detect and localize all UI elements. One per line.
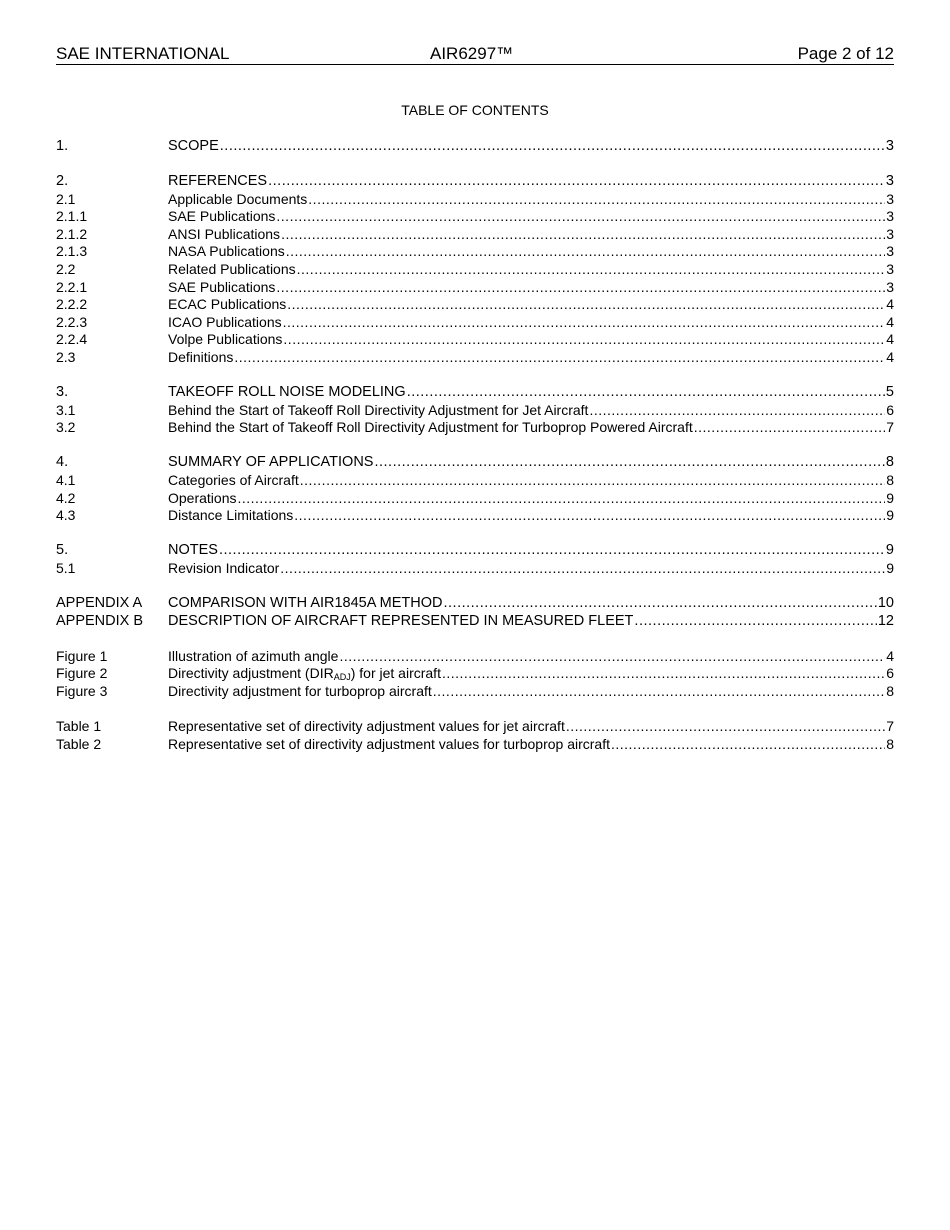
toc-entry-title-text: Representative set of directivity adjustment values for turboprop aircraft (168, 735, 610, 752)
toc-entry[interactable] (56, 419, 894, 437)
toc-entry-title-text: Behind the Start of Takeoff Roll Directivity Adjustment for Jet Aircraft (168, 401, 589, 418)
toc-entry-title-text: Behind the Start of Takeoff Roll Directivity Adjustment for Turboprop Powered Aircraft (168, 419, 693, 436)
toc-dot-leader (297, 261, 886, 279)
toc-dot-leader (220, 138, 885, 156)
toc-entry-title[interactable] (168, 296, 286, 314)
toc-entry[interactable] (56, 138, 894, 156)
toc-entry[interactable] (56, 718, 894, 736)
page-header (56, 43, 894, 65)
toc-entry-number: Table 1 (56, 717, 102, 734)
toc-entry-title-text: Operations (168, 489, 237, 506)
toc-entry-line (168, 243, 894, 261)
toc-entry[interactable] (56, 507, 894, 525)
toc-entry-title[interactable] (168, 173, 267, 191)
toc-entry-title-text: Revision Indicator (168, 559, 280, 576)
toc-entry-line (168, 138, 894, 156)
toc-entry-page: 4 (886, 349, 894, 366)
toc-dot-leader (287, 296, 885, 314)
toc-entry-title-text: Applicable Documents (168, 190, 308, 207)
toc-entry-number: 2.1.1 (56, 208, 88, 225)
toc-dot-leader (433, 683, 885, 701)
toc-entry-title[interactable] (168, 138, 219, 156)
toc-entry-title[interactable] (168, 331, 282, 349)
toc-entry-number: 4.3 (56, 507, 76, 524)
toc-entry-number: Table 2 (56, 735, 102, 752)
toc-entry-line (168, 665, 894, 683)
toc-entry-number: 3.1 (56, 401, 76, 418)
toc-entry-number: 2.3 (56, 349, 76, 366)
toc-dot-leader (442, 665, 885, 683)
toc-dot-leader (219, 542, 885, 560)
toc-entry-title-text: REFERENCES (168, 173, 268, 190)
toc-entry-title[interactable] (168, 226, 280, 244)
toc-entry-page: 4 (886, 331, 894, 348)
toc-entry-title-subscript: ADJ (333, 672, 351, 683)
toc-entry-line (168, 648, 894, 666)
toc-entry-page: 4 (886, 647, 894, 664)
toc-entry-title[interactable] (168, 261, 296, 279)
toc-entry-number: 1. (56, 138, 69, 154)
toc-entry[interactable] (56, 736, 894, 754)
toc-entry-title-text: ICAO Publications (168, 313, 282, 330)
toc-entry-line (168, 208, 894, 226)
toc-entry-number: Figure 3 (56, 682, 108, 699)
toc-entry-line (168, 279, 894, 297)
toc-entry-title[interactable] (168, 384, 406, 402)
toc-entry-number: 2.2.4 (56, 331, 88, 348)
toc-entry-number: 2.1.2 (56, 225, 88, 242)
toc-entry-number: 5.1 (56, 559, 76, 576)
toc-dot-leader (276, 208, 885, 226)
toc-entry-title-text: Categories of Aircraft (168, 472, 299, 488)
toc-entry-number: 4. (56, 454, 69, 471)
toc-entry-title-text: Definitions (168, 349, 234, 366)
toc-dot-leader (611, 736, 885, 754)
toc-entry[interactable] (56, 648, 894, 666)
toc-entry-title-text: Representative set of directivity adjustment values for jet aircraft (168, 717, 565, 734)
toc-dot-leader (374, 454, 884, 472)
toc-dot-leader (634, 613, 876, 631)
toc-entry-line (168, 560, 894, 578)
toc-entry[interactable] (56, 402, 894, 420)
toc-entry-line (168, 490, 894, 508)
toc-entry-line (168, 261, 894, 279)
toc-entry-line (168, 542, 894, 560)
toc-entry-number: 2.2.2 (56, 296, 88, 313)
toc-dot-leader (268, 173, 885, 191)
toc-dot-leader (283, 331, 885, 349)
toc-entry[interactable] (56, 243, 894, 261)
toc-entry[interactable] (56, 613, 894, 631)
toc-entry-line (168, 736, 894, 754)
toc-entry-title[interactable] (168, 595, 442, 613)
toc-group (56, 384, 894, 437)
toc-entry-title[interactable] (168, 349, 233, 367)
toc-entry-line (168, 613, 894, 631)
toc-entry-title-text: DESCRIPTION OF AIRCRAFT REPRESENTED IN MEASURED FLEET (168, 612, 634, 629)
toc-entry-page: 3 (886, 225, 894, 242)
toc-entry-page: 6 (886, 401, 894, 418)
toc-entry-title[interactable] (168, 402, 588, 420)
toc-entry-number: Figure 2 (56, 665, 108, 682)
toc-entry-page: 3 (886, 261, 894, 278)
toc-entry[interactable] (56, 296, 894, 314)
toc-entry-page: 5 (885, 384, 894, 401)
toc-entry-line (168, 349, 894, 367)
toc-entry-title[interactable] (168, 718, 565, 736)
toc-entry-page: 6 (886, 665, 894, 682)
toc-entry-number: 4.2 (56, 489, 76, 506)
toc-dot-leader (694, 419, 885, 437)
toc-entry-page: 9 (886, 507, 894, 524)
toc-entry-number: 2.1.3 (56, 243, 88, 260)
toc-entry-page: 10 (877, 594, 894, 611)
toc-entry-title-text: NOTES (168, 542, 218, 559)
toc-entry-line (168, 191, 894, 209)
toc-entry-title[interactable] (168, 542, 218, 560)
toc-entry-line (168, 507, 894, 525)
toc-dot-leader (589, 402, 885, 420)
toc-title: TABLE OF CONTENTS (401, 102, 549, 118)
toc-entry-title-text: COMPARISON WITH AIR1845A METHOD (168, 594, 443, 611)
toc-entry-line (168, 314, 894, 332)
toc-entry-title-text-after: ) for jet aircraft (350, 665, 441, 682)
toc-dot-leader (237, 490, 885, 508)
toc-entry-line (168, 454, 894, 472)
toc-entry-page: 12 (877, 612, 894, 629)
toc-entry-title[interactable] (168, 279, 275, 297)
toc-entry-title-text: Related Publications (168, 261, 296, 278)
toc-entry-title[interactable] (168, 208, 275, 226)
toc-entry-page: 3 (886, 190, 894, 207)
toc-entry-page: 8 (885, 454, 894, 471)
toc-entry-title[interactable] (168, 490, 236, 508)
toc-group (56, 595, 894, 630)
toc-entry-title-text: Distance Limitations (168, 507, 294, 524)
toc-entry-line (168, 226, 894, 244)
toc-entry-number: 2.2.1 (56, 278, 88, 295)
toc-entry-title[interactable] (168, 243, 285, 261)
toc-entry[interactable] (56, 490, 894, 508)
toc-entry-page: 9 (886, 559, 894, 576)
toc-entry-title[interactable] (168, 472, 299, 490)
toc-entry-page: 3 (886, 278, 894, 295)
toc-entry[interactable] (56, 226, 894, 244)
toc-entry[interactable] (56, 173, 894, 191)
toc-entry[interactable] (56, 560, 894, 578)
toc-entry-title-text: Directivity adjustment for turboprop aircraft (168, 682, 432, 699)
toc-entry-number: Figure 1 (56, 647, 108, 664)
toc-entry-line (168, 384, 894, 402)
toc-entry-line (168, 402, 894, 420)
toc-entry-number: 4.1 (56, 472, 76, 488)
toc-dot-leader (294, 507, 885, 525)
toc-entry-number: APPENDIX A (56, 594, 143, 611)
toc-entry-page: 9 (885, 542, 894, 559)
toc-entry[interactable] (56, 261, 894, 279)
toc-group (56, 718, 894, 753)
toc-entry[interactable] (56, 665, 894, 683)
toc-entry-number: 5. (56, 542, 69, 559)
toc-entry-title[interactable] (168, 507, 293, 525)
toc-entry-number: 2.1 (56, 190, 76, 207)
toc-entry-title[interactable] (168, 648, 338, 666)
toc-dot-leader (300, 472, 885, 490)
toc-dot-leader (280, 560, 885, 578)
toc-entry-page: 3 (886, 243, 894, 260)
toc-dot-leader (234, 349, 885, 367)
toc-group (56, 173, 894, 367)
toc-entry-page: 8 (886, 735, 894, 752)
toc-entry-title-text: Illustration of azimuth angle (168, 647, 339, 664)
toc-entry-page: 3 (885, 138, 894, 154)
toc-entry-line (168, 683, 894, 701)
toc-entry-line (168, 718, 894, 736)
toc-entry-page: 4 (886, 313, 894, 330)
toc-entry-number: 2.2.3 (56, 313, 88, 330)
toc-entry-title[interactable] (168, 314, 282, 332)
toc-entry-title[interactable] (168, 613, 633, 631)
toc-entry-line (168, 296, 894, 314)
toc-entry-title[interactable] (168, 665, 441, 683)
toc-entry-number: 3.2 (56, 419, 76, 436)
toc-entry-page: 7 (886, 717, 894, 734)
toc-entry[interactable] (56, 331, 894, 349)
toc-entry[interactable] (56, 314, 894, 332)
toc-dot-leader (283, 314, 886, 332)
toc-dot-leader (276, 279, 885, 297)
toc-entry-line (168, 472, 894, 490)
toc-dot-leader (308, 191, 885, 209)
toc-dot-leader (286, 243, 885, 261)
header-page-number: Page 2 of 12 (797, 44, 894, 63)
toc-dot-leader (339, 648, 885, 666)
toc-entry-title-text: SAE Publications (168, 208, 276, 225)
toc-dot-leader (566, 718, 885, 736)
toc-entry[interactable] (56, 595, 894, 613)
toc-entry-title[interactable] (168, 560, 279, 578)
toc-entry-line (168, 419, 894, 437)
toc-entry[interactable] (56, 349, 894, 367)
toc-group (56, 454, 894, 524)
toc-entry-line (168, 173, 894, 191)
toc-entry-line (168, 331, 894, 349)
toc-entry-title-text: ANSI Publications (168, 225, 281, 242)
toc-entry[interactable] (56, 384, 894, 402)
header-document-number: AIR6297™ (430, 44, 514, 63)
toc-entry-title-text: SCOPE (168, 138, 219, 154)
toc-group (56, 542, 894, 577)
toc-group (56, 138, 894, 156)
toc-entry-title-text: NASA Publications (168, 243, 285, 260)
toc-dot-leader (281, 226, 885, 244)
toc-entry-number: APPENDIX B (56, 612, 144, 629)
toc-entry[interactable] (56, 542, 894, 560)
toc-dot-leader (443, 595, 876, 613)
toc-entry-title[interactable] (168, 454, 373, 472)
toc-entry-number: 2. (56, 173, 69, 190)
toc-entry-title[interactable] (168, 191, 307, 209)
toc-entry-title[interactable] (168, 736, 610, 754)
header-organization: SAE INTERNATIONAL (56, 44, 230, 63)
toc-entry[interactable] (56, 191, 894, 209)
toc-entry-number: 2.2 (56, 261, 76, 278)
toc-entry-page: 7 (886, 419, 894, 436)
toc-entry-title[interactable] (168, 419, 693, 437)
toc-entry-title[interactable] (168, 683, 432, 701)
toc-entry[interactable] (56, 683, 894, 701)
toc-entry-page: 8 (886, 682, 894, 699)
toc-entry-number: 3. (56, 384, 69, 401)
toc-group (56, 648, 894, 701)
toc-entry-title-text: Directivity adjustment (DIR (168, 665, 334, 682)
toc-entry-title-text: SAE Publications (168, 278, 276, 295)
toc-entry-title-text: TAKEOFF ROLL NOISE MODELING (168, 384, 406, 401)
toc-entry[interactable] (56, 279, 894, 297)
toc-entry-title-text: Volpe Publications (168, 331, 283, 348)
toc-entry[interactable] (56, 454, 894, 472)
toc-entry-title-text: ECAC Publications (168, 296, 287, 313)
toc-entry-title-text: SUMMARY OF APPLICATIONS (168, 454, 374, 471)
toc-entry-page: 4 (886, 296, 894, 313)
toc-entry-page: 9 (886, 489, 894, 506)
toc-entry[interactable] (56, 472, 894, 490)
toc-entry-page: 3 (886, 208, 894, 225)
toc-entry[interactable] (56, 208, 894, 226)
toc-entry-line (168, 595, 894, 613)
toc-entry-page: 3 (885, 173, 894, 190)
toc-entry-page: 8 (886, 472, 894, 488)
table-of-contents (56, 138, 894, 771)
toc-dot-leader (407, 384, 885, 402)
